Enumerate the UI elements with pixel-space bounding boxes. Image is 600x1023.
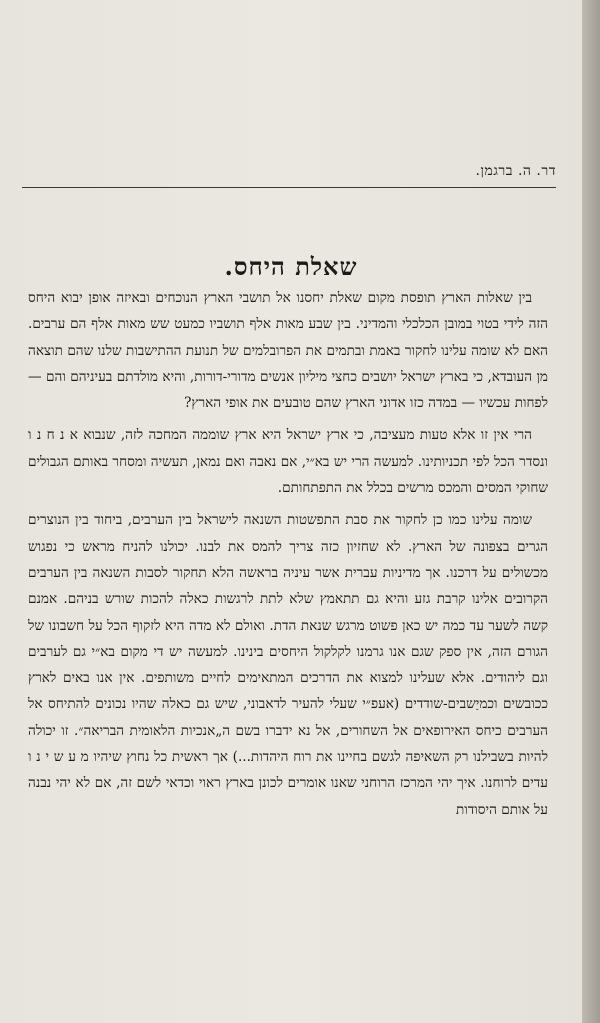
running-head: דר. ה. ברגמן. bbox=[475, 163, 556, 179]
article-title: שאלת היחס. bbox=[224, 252, 358, 281]
paragraph-2: הרי אין זו אלא טעות מעציבה, כי ארץ ישראל היא ארץ שוממה המחכה לזה, שנבוא א נ ח נ ו ונסדר הכל לפי תכניותינו. למעשה הרי יש בא״י, אם נאבה ואם נמאן, תעשיה ומסחר באותם הגבולים שחוקי המסים והמכס מרשים בכלל את התפתחותם. bbox=[28, 427, 548, 497]
header-rule bbox=[22, 187, 556, 188]
page-edge-shadow bbox=[582, 0, 600, 1023]
paragraph-3: שומה עלינו כמו כן לחקור את סבת התפשטות השנאה לישראל בין הערבים, ביחוד בין הנוצרים הגרים בצפונה של הארץ. לא שחזיון כזה צריך להמס את לבנו. יכולנו להניח מראש כי נפגוש מכשולים על דרכנו. אך מדיניות עברית אשר עיניה בראשה הלא תחקור לסבות השנאה בין הערבים הקרובים אלינו קרבת גזע והיא גם תתאמץ שלא לתת לרגשות כאלה להכות שורש בניהם. אמנם קשה לשער עד כמה יש כאן פשוט מרגש שנאת הדת. ואולם לא מדה היא לזקוף הכל על חשבונו של הגורם הזה, אין ספק שגם אנו גרמנו לקלקול היחסים בינינו. למעשה יש די מקום בא״י גם לערבים וגם ליהודים. אלא שעלינו למצוא את הדרכים המתאימים לחיים משותפים. אין אנו באים לארץ ככובשים וכמיַשבים-שודדים (אעפ״י שעלי להעיר לדאבוני, שיש גם כאלה שהיו נכונים להתיחס אל הערבים כיחס האירופאים אל השחורים, אל נא ידברו בשם ה„אנכיות הלאומית הבריאה״. זו יכולה להיות בשבילנו רק השאיפה לגשם בחיינו את רוח היהדות...) אך ראשית כל נחוץ שיהיו מ ע ש י נ ו עדים לרוחנו. איך יהי המרכז הרוחני שאנו אומרים לכונן בארץ ראוי וכדאי לשם זה, אם לא יהי נבנה על אותם היסודות bbox=[28, 512, 548, 818]
paragraph-1: בין שאלות הארץ תופסת מקום שאלת יחסנו אל תושבי הארץ הנוכחים ובאיזה אופן יבוא היחס הזה לידי בטוי במובן הכלכלי והמדיני. בין שבע מאות אלף תושביו כמעט שש מאות אלף הם ערבים. האם לא שומה עלינו לחקור באמת ובתמים את הפרובלמים של תנועת ההתישבות שלנו שהם תוצאה מן העובדא, כי בארץ ישראל יושבים כחצי מיליון אנשים מדורי-דורות, והיא מולדתם בעיניהם והם — לפחות עכשיו — במדה כזו אדוני הארץ שהם טובעים את אופי הארץ? bbox=[28, 290, 548, 412]
body-text bbox=[28, 285, 548, 823]
